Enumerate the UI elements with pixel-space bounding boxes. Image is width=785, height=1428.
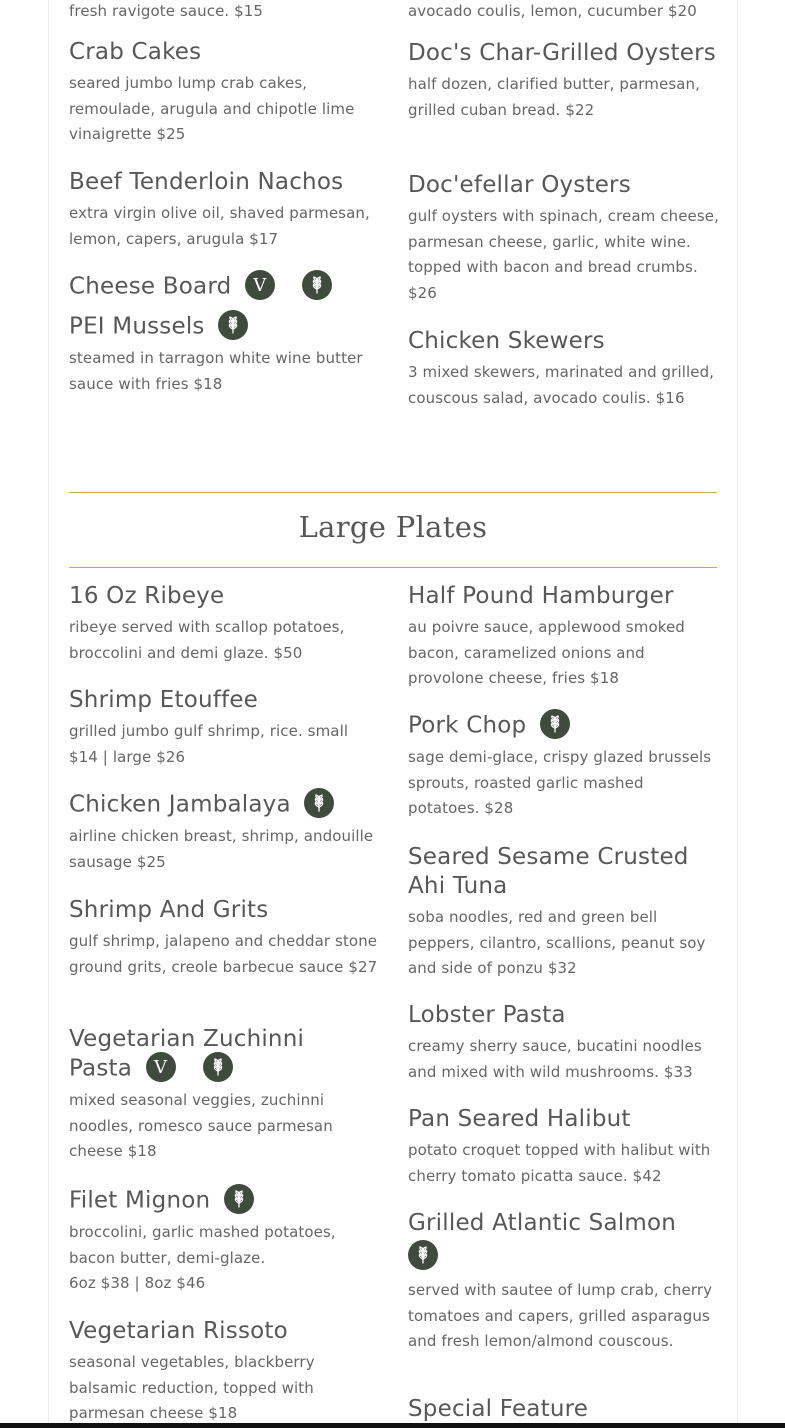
item-description: avocado coulis, lemon, cucumber $20 [408,2,697,20]
item-name: Shrimp Etouffee [69,687,259,713]
menu-item-crab-cakes [69,38,381,148]
item-description: fresh ravigote sauce. $15 [69,2,264,20]
wheat-icon [302,270,332,300]
item-price: 6oz $38 | 8oz $46 [69,1274,206,1292]
item-name: Crab Cakes [69,39,202,65]
item-name: Lobster Pasta [408,1002,566,1028]
item-description: half dozen, clarified butter, parmesan, grilled cuban bread. $22 [408,75,701,119]
menu-item-chicken-jambalaya [69,790,381,875]
menu-item [69,0,381,25]
wheat-icon [224,1184,254,1214]
menu-item-pork-chop [408,711,720,822]
menu-item-filet-mignon [69,1186,381,1297]
menu-item [408,0,720,25]
item-name: PEI Mussels [69,313,205,340]
menu-item-shrimp-and-grits [69,896,381,980]
menu-item-pei-mussels [69,312,381,397]
item-description: extra virgin olive oil, shaved parmesan, lemon, capers, arugula $17 [69,204,370,248]
item-name: Half Pound Hamburger [408,583,674,609]
item-description: mixed seasonal veggies, zuchinni noodles, romesco sauce parmesan cheese $18 [69,1091,333,1160]
menu-item-16-oz-ribeye [69,582,381,666]
section-divider-bottom [69,567,717,568]
section-divider-top [69,492,717,493]
item-description: soba noodles, red and green bell peppers, cilantro, scallions, peanut soy and side of ponzu $32 [408,908,706,977]
item-description: broccolini, garlic mashed potatoes, bacon butter, demi-glaze. [69,1223,336,1267]
item-name: Vegetarian Zuchinni Pasta [69,1026,305,1082]
item-description: gulf oysters with spinach, cream cheese, parmesan cheese, garlic, white wine. topped with bacon and bread crumbs. $26 [408,207,719,302]
item-name: 16 Oz Ribeye [69,583,225,609]
item-description: ribeye served with scallop potatoes, broccolini and demi glaze. $50 [69,618,345,662]
item-name: Special Feature [408,1396,589,1422]
item-name: Seared Sesame Crusted Ahi Tuna [408,844,689,899]
item-description: au poivre sauce, applewood smoked bacon, caramelized onions and provolone cheese, fries $18 [408,618,685,687]
wheat-icon [203,1052,233,1082]
item-name: Cheese Board [69,273,232,300]
item-name: Beef Tenderloin Nachos [69,169,344,195]
vegetarian-badge-icon: V [146,1052,176,1082]
wheat-icon [218,310,248,340]
menu-item-shrimp-etouffee [69,686,381,770]
item-name: Grilled Atlantic Salmon [408,1210,677,1236]
menu-item-grilled-atlantic-salmon [408,1209,720,1355]
item-description: creamy sherry sauce, bucatini noodles and mixed with wild mushrooms. $33 [408,1037,702,1081]
item-description: served with sautee of lump crab, cherry tomatoes and capers, grilled asparagus and fresh lemon/almond couscous. [408,1281,713,1350]
item-name: Doc'efellar Oysters [408,172,631,198]
menu-item-pan-seared-halibut [408,1105,720,1189]
bottom-bar [0,1423,785,1428]
item-description: seared jumbo lump crab cakes, remoulade, arugula and chipotle lime vinaigrette $25 [69,74,355,143]
menu-item-docefellar-oysters [408,171,720,306]
item-description: steamed in tarragon white wine butter sauce with fries $18 [69,349,363,393]
item-name: Filet Mignon [69,1187,211,1214]
wheat-icon [540,709,570,739]
item-name: Chicken Skewers [408,328,605,354]
item-name: Shrimp And Grits [69,897,269,923]
item-name: Doc's Char-Grilled Oysters [408,40,716,66]
item-name: Pan Seared Halibut [408,1106,631,1132]
menu-item-vegetarian-rissoto [69,1317,381,1427]
item-name: Pork Chop [408,712,527,739]
section-title: Large Plates [298,510,488,544]
menu-item-vegetarian-zuchinni-pasta [69,1025,381,1165]
menu-item-special-feature [408,1395,720,1424]
wheat-icon [304,788,334,818]
menu-item-lobster-pasta [408,1001,720,1085]
item-description: seasonal vegetables, blackberry balsamic reduction, topped with parmesan cheese $18 [69,1353,315,1422]
vegetarian-badge-icon: V [245,270,275,300]
menu-item-chicken-skewers [408,327,720,411]
menu-item-beef-tenderloin-nachos [69,168,381,252]
menu-item-cheese-board [69,272,381,302]
item-name: Vegetarian Rissoto [69,1318,288,1344]
wheat-icon [408,1240,438,1270]
item-description: airline chicken breast, shrimp, andouille sausage $25 [69,827,374,871]
item-name: Chicken Jambalaya [69,791,291,818]
item-description: gulf shrimp, jalapeno and cheddar stone ground grits, creole barbecue sauce $27 [69,932,378,976]
item-description: potato croquet topped with halibut with cherry tomato picatta sauce. $42 [408,1141,711,1185]
menu-item-half-pound-hamburger [408,582,720,692]
menu-item-docs-char-grilled-oysters [408,39,720,123]
item-description: 3 mixed skewers, marinated and grilled, couscous salad, avocado coulis. $16 [408,363,715,407]
item-description: sage demi-glace, crispy glazed brussels sprouts, roasted garlic mashed potatoes. $28 [408,748,712,817]
menu-item-seared-sesame-crusted-ahi-tuna [408,843,720,982]
item-description: grilled jumbo gulf shrimp, rice. small $14 | large $26 [69,722,349,766]
